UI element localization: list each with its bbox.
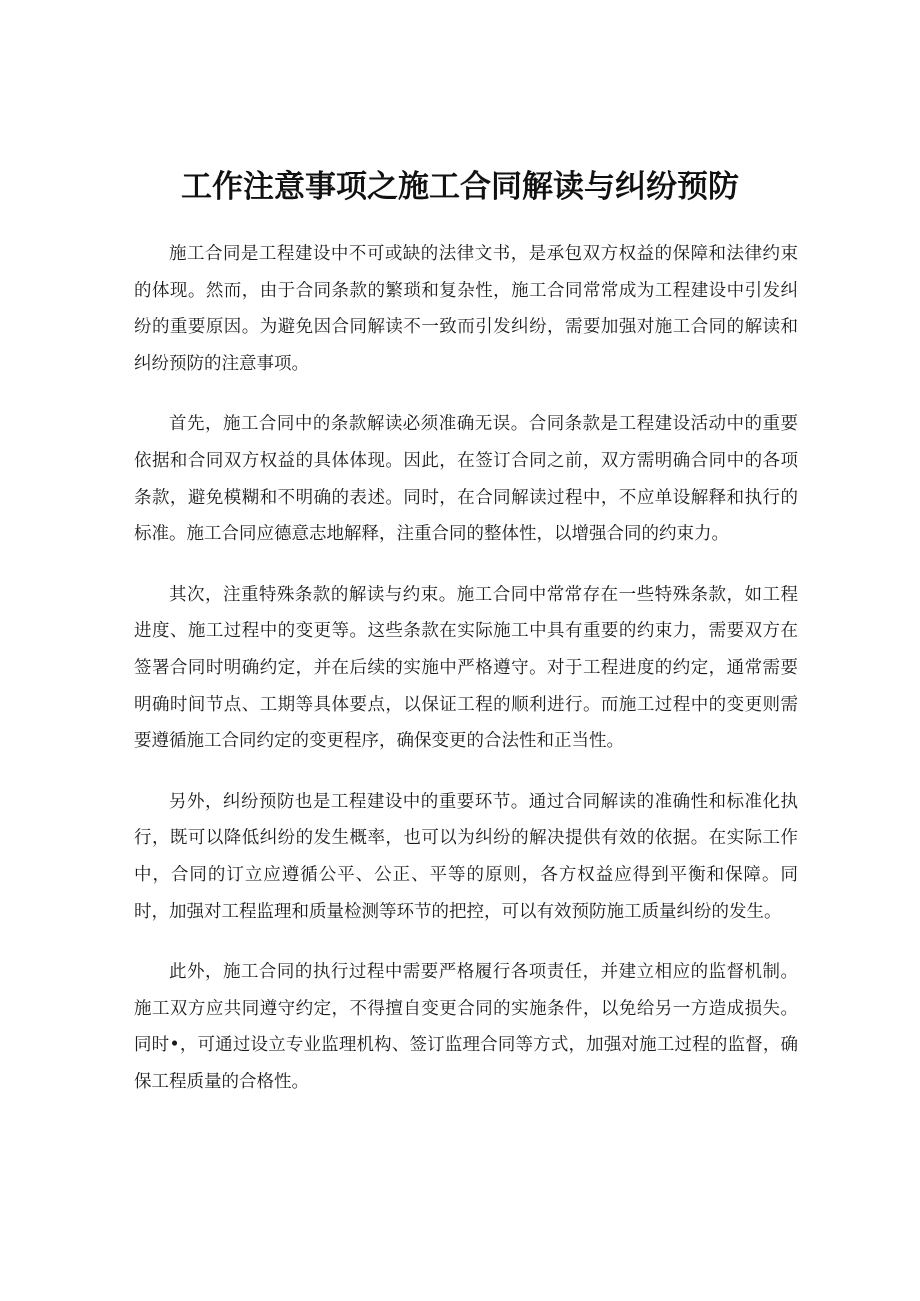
- paragraph-2: 首先，施工合同中的条款解读必须准确无误。合同条款是工程建设活动中的重要依据和合同双方权益的具体体现。因此，在签订合同之前，双方需明确合同中的各项条款，避免模糊和不明确的表述。同时，在合同解读过程中，不应单设解释和执行的标准。施工合同应德意志地解释，注重合同的整体性，以增强合同的约束力。: [134, 414, 798, 545]
- paragraph-1: 施工合同是工程建设中不可或缺的法律文书，是承包双方权益的保障和法律约束的体现。然而，由于合同条款的繁琐和复杂性，施工合同常常成为工程建设中引发纠纷的重要原因。为避免因合同解读不一致而引发纠纷，需要加强对施工合同的解读和纠纷预防的注意事项。: [134, 244, 798, 374]
- paragraph-3: 其次，注重特殊条款的解读与约束。施工合同中常常存在一些特殊条款，如工程进度、施工过程中的变更等。这些条款在实际施工中具有重要的约束力，需要双方在签署合同时明确约定，并在后续的实施中严格遵守。对于工程进度的约定，通常需要明确时间节点、工期等具体要点，以保证工程的顺利进行。而施工过程中的变更则需要遵循施工合同约定的变更程序，确保变更的合法性和正当性。: [134, 584, 798, 752]
- document-title: 工作注意事项之施工合同解读与纠纷预防: [181, 169, 739, 205]
- paragraph-4: 另外，纠纷预防也是工程建设中的重要环节。通过合同解读的准确性和标准化执行，既可以降低纠纷的发生概率，也可以为纠纷的解决提供有效的依据。在实际工作中，合同的订立应遵循公平、公正、平等的原则，各方权益应得到平衡和保障。同时，加强对工程监理和质量检测等环节的把控，可以有效预防施工质量纠纷的发生。: [134, 791, 798, 922]
- paragraph-5: 此外，施工合同的执行过程中需要严格履行各项责任，并建立相应的监督机制。施工双方应共同遵守约定，不得擅自变更合同的实施条件，以免给另一方造成损失。同时•，可通过设立专业监理机构、签订监理合同等方式，加强对施工过程的监督，确保工程质量的合格性。: [134, 962, 798, 1092]
- document-body: [134, 236, 798, 1124]
